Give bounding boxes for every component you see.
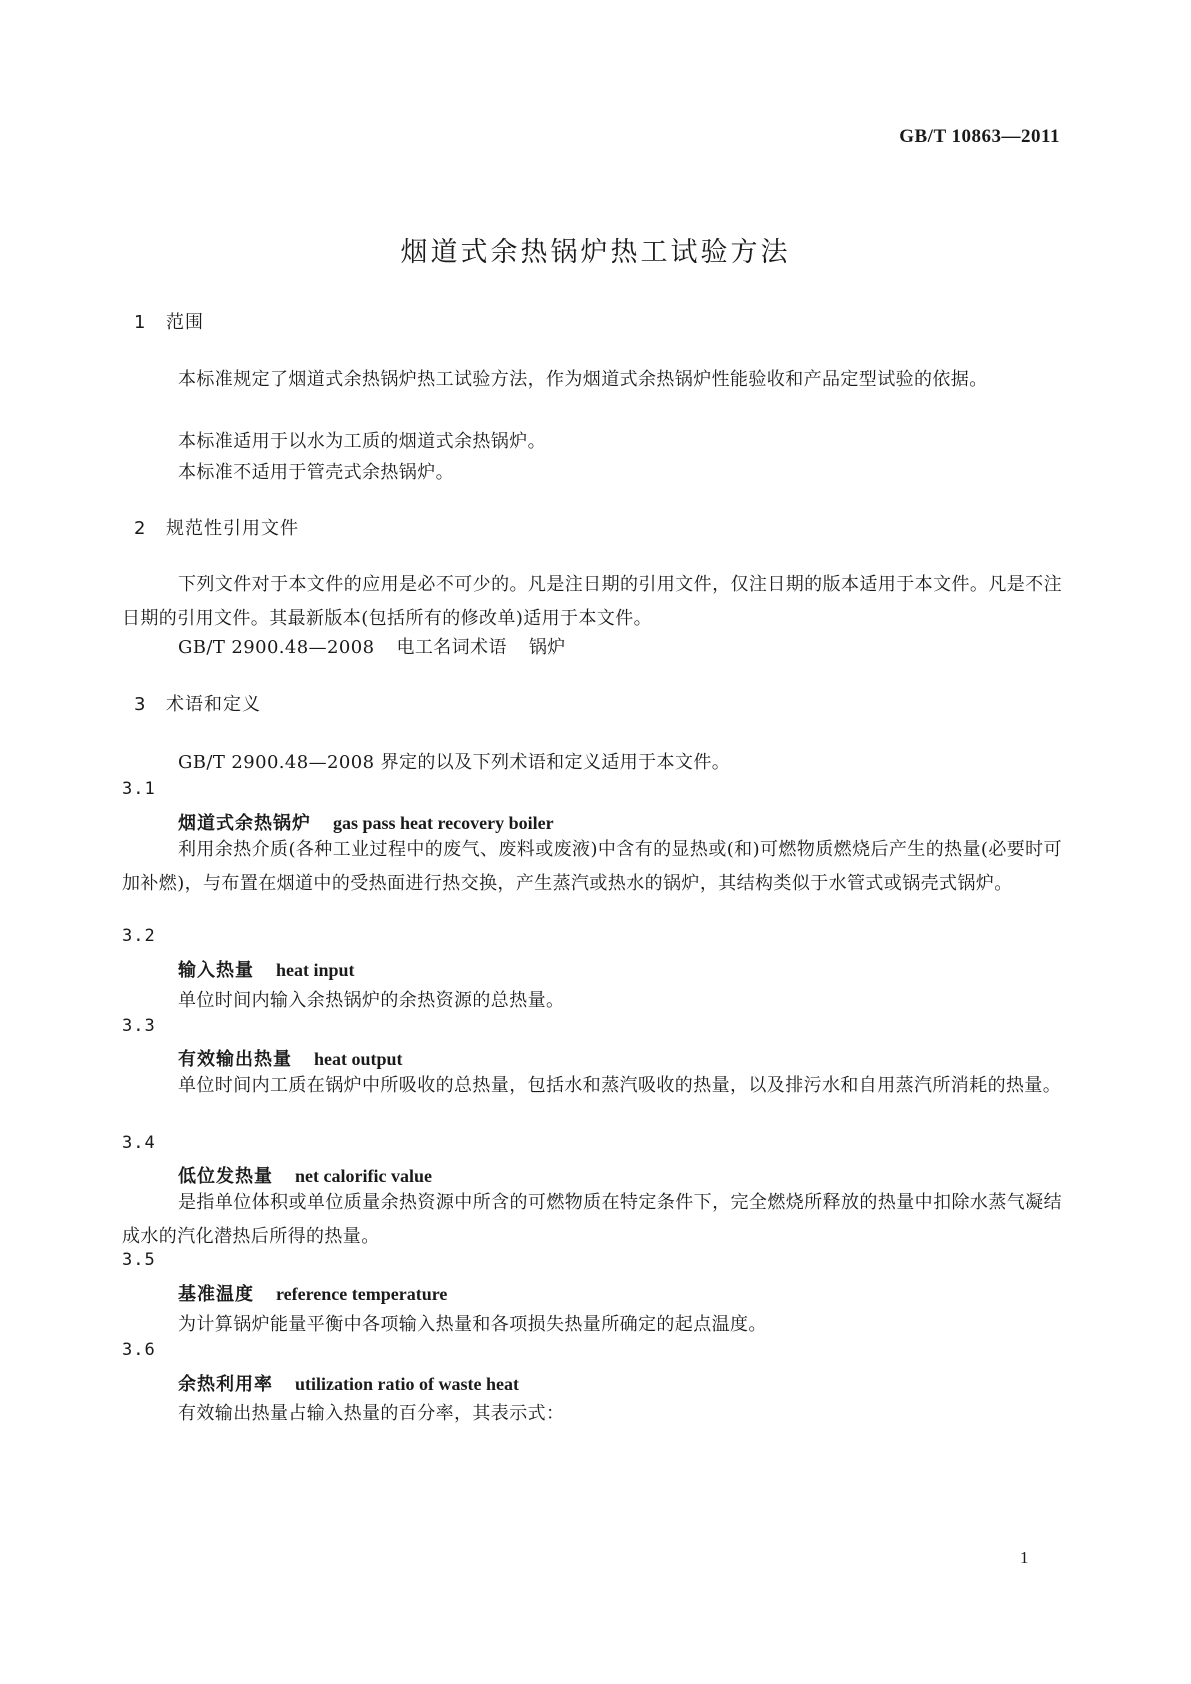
term-definition: 为计算锅炉能量平衡中各项输入热量和各项损失热量所确定的起点温度。 — [178, 1314, 767, 1335]
term-english: heat input — [276, 960, 355, 980]
term-chinese: 有效输出热量 — [178, 1049, 292, 1070]
term-heading — [178, 956, 355, 982]
term-definition: 是指单位体积或单位质量余热资源中所含的可燃物质在特定条件下，完全燃烧所释放的热量中扣除水蒸气凝结成水的汽化潜热后所得的热量。 — [122, 1192, 1062, 1247]
term-heading — [178, 809, 554, 835]
clause-number: 3.2 — [122, 926, 156, 946]
section-3-heading — [134, 690, 261, 716]
section-2-paragraph-1: 下列文件对于本文件的应用是必不可少的。凡是注日期的引用文件，仅注日期的版本适用于本文件。凡是不注日期的引用文件。其最新版本(包括所有的修改单)适用于本文件。 — [122, 574, 1062, 629]
term-heading — [178, 1280, 447, 1306]
clause-number: 3.5 — [122, 1250, 156, 1270]
section-number: 1 — [134, 312, 147, 333]
term-chinese: 低位发热量 — [178, 1166, 273, 1187]
reference-title: 电工名词术语 — [396, 637, 507, 658]
section-3-intro: GB/T 2900.48—2008 界定的以及下列术语和定义适用于本文件。 — [178, 752, 731, 773]
section-1-paragraph-2: 本标准适用于以水为工质的烟道式余热锅炉。 — [178, 431, 546, 452]
section-1-paragraph-1: 本标准规定了烟道式余热锅炉热工试验方法，作为烟道式余热锅炉性能验收和产品定型试验的依据。 — [178, 369, 988, 390]
term-english: utilization ratio of waste heat — [295, 1374, 519, 1394]
section-title: 规范性引用文件 — [166, 518, 299, 539]
section-title: 范围 — [166, 312, 204, 333]
normative-reference — [178, 633, 566, 659]
clause-number: 3.1 — [122, 779, 156, 799]
reference-subtitle: 锅炉 — [528, 637, 566, 658]
term-heading — [178, 1370, 519, 1396]
section-1-paragraph-3: 本标准不适用于管壳式余热锅炉。 — [178, 462, 454, 483]
section-1-heading — [134, 308, 204, 334]
term-chinese: 烟道式余热锅炉 — [178, 813, 311, 834]
term-english: net calorific value — [295, 1166, 432, 1186]
section-number: 2 — [134, 518, 147, 539]
clause-number: 3.6 — [122, 1340, 156, 1360]
term-definition: 单位时间内工质在锅炉中所吸收的总热量，包括水和蒸汽吸收的热量，以及排污水和自用蒸汽所消耗的热量。 — [178, 1075, 1062, 1096]
section-title: 术语和定义 — [166, 694, 261, 715]
term-chinese: 输入热量 — [178, 960, 254, 981]
section-number: 3 — [134, 694, 147, 715]
clause-number: 3.3 — [122, 1016, 156, 1036]
page-number: 1 — [1020, 1548, 1029, 1567]
term-english: heat output — [314, 1049, 403, 1069]
term-english: reference temperature — [276, 1284, 448, 1304]
term-definition: 利用余热介质(各种工业过程中的废气、废料或废液)中含有的显热或(和)可燃物质燃烧后产生的热量(必要时可加补燃)，与布置在烟道中的受热面进行热交换，产生蒸汽或热水的锅炉，其结构类似于水管式或锅壳式锅炉。 — [122, 839, 1062, 894]
term-definition: 单位时间内输入余热锅炉的余热资源的总热量。 — [178, 990, 565, 1011]
section-2-heading — [134, 514, 299, 540]
term-definition: 有效输出热量占输入热量的百分率，其表示式： — [178, 1403, 565, 1424]
clause-number: 3.4 — [122, 1133, 156, 1153]
standard-number: GB/T 10863—2011 — [899, 126, 1060, 147]
term-heading — [178, 1045, 403, 1071]
term-english: gas pass heat recovery boiler — [333, 813, 554, 833]
term-heading — [178, 1162, 432, 1188]
reference-code: GB/T 2900.48—2008 — [178, 637, 375, 658]
term-chinese: 余热利用率 — [178, 1374, 273, 1395]
term-chinese: 基准温度 — [178, 1284, 254, 1305]
document-title: 烟道式余热锅炉热工试验方法 — [400, 237, 791, 268]
